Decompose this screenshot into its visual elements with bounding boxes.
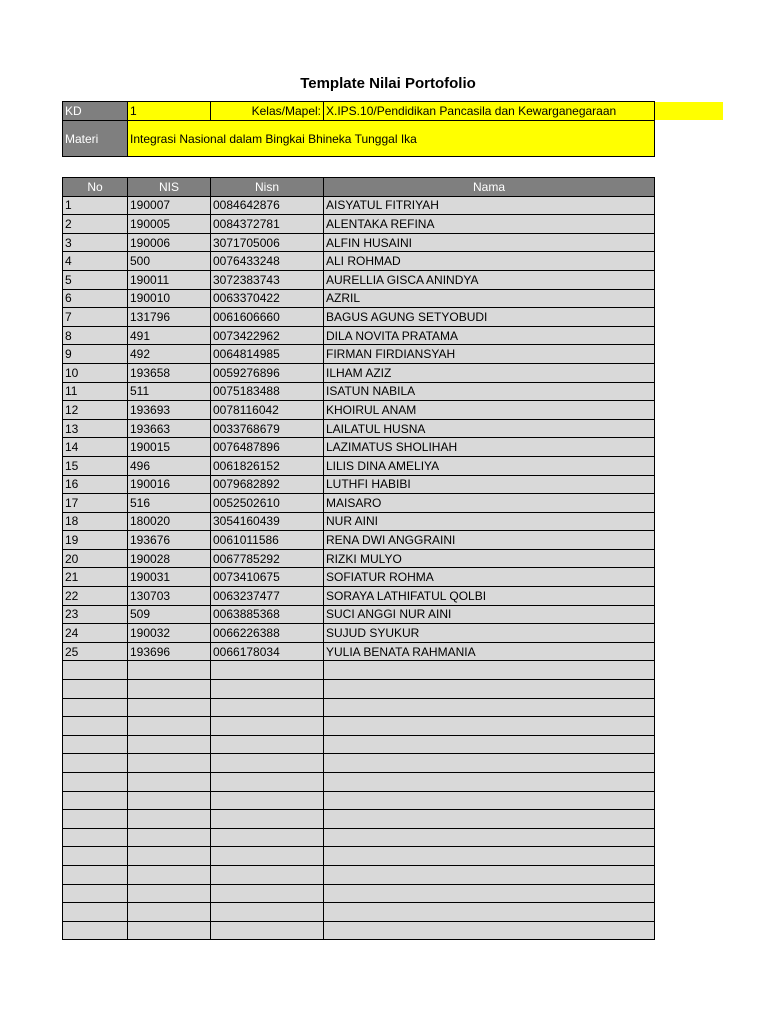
- cell-no[interactable]: [63, 828, 128, 847]
- cell-nis[interactable]: [128, 680, 211, 699]
- cell-nama[interactable]: [324, 903, 655, 922]
- cell-nis[interactable]: [128, 921, 211, 940]
- table-row: [63, 252, 655, 271]
- header-nama: Nama: [324, 178, 655, 197]
- cell-nama[interactable]: [324, 735, 655, 754]
- cell-no[interactable]: 5: [63, 270, 128, 289]
- cell-nama[interactable]: DILA NOVITA PRATAMA: [324, 326, 655, 345]
- cell-no[interactable]: 10: [63, 363, 128, 382]
- table-row: [63, 270, 655, 289]
- cell-nisn[interactable]: [211, 773, 324, 792]
- cell-nisn[interactable]: [211, 865, 324, 884]
- kelas-highlight-extension: [654, 102, 723, 120]
- cell-nisn[interactable]: 0084372781: [211, 215, 324, 234]
- cell-nama[interactable]: MAISARO: [324, 494, 655, 513]
- table-row: [63, 326, 655, 345]
- cell-no[interactable]: [63, 680, 128, 699]
- cell-nis[interactable]: 131796: [128, 308, 211, 327]
- cell-nis[interactable]: 190007: [128, 196, 211, 215]
- cell-no[interactable]: [63, 847, 128, 866]
- cell-no[interactable]: 9: [63, 345, 128, 364]
- cell-nis[interactable]: [128, 810, 211, 829]
- cell-nisn[interactable]: 0059276896: [211, 363, 324, 382]
- cell-nisn[interactable]: 0076487896: [211, 438, 324, 457]
- cell-nisn[interactable]: [211, 661, 324, 680]
- cell-nama[interactable]: [324, 791, 655, 810]
- cell-nis[interactable]: [128, 773, 211, 792]
- table-row: [63, 605, 655, 624]
- table-row: [63, 587, 655, 606]
- student-table: [62, 177, 655, 940]
- header-nis: NIS: [128, 178, 211, 197]
- cell-nama[interactable]: SUJUD SYUKUR: [324, 624, 655, 643]
- cell-nis[interactable]: [128, 698, 211, 717]
- table-row: [63, 456, 655, 475]
- cell-nis[interactable]: 496: [128, 456, 211, 475]
- cell-no[interactable]: [63, 754, 128, 773]
- cell-nisn[interactable]: [211, 698, 324, 717]
- cell-nisn[interactable]: 0063885368: [211, 605, 324, 624]
- table-row: [63, 642, 655, 661]
- table-row: [63, 438, 655, 457]
- page-title: Template Nilai Portofolio: [300, 75, 476, 92]
- cell-no[interactable]: 6: [63, 289, 128, 308]
- cell-no[interactable]: 14: [63, 438, 128, 457]
- table-row: [63, 624, 655, 643]
- cell-nama[interactable]: BAGUS AGUNG SETYOBUDI: [324, 308, 655, 327]
- cell-no[interactable]: 20: [63, 549, 128, 568]
- cell-nama[interactable]: ISATUN NABILA: [324, 382, 655, 401]
- cell-nisn[interactable]: [211, 810, 324, 829]
- cell-no[interactable]: 13: [63, 419, 128, 438]
- cell-no[interactable]: 1: [63, 196, 128, 215]
- cell-nis[interactable]: 190015: [128, 438, 211, 457]
- cell-nisn[interactable]: [211, 735, 324, 754]
- cell-nisn[interactable]: 0066226388: [211, 624, 324, 643]
- table-row: [63, 382, 655, 401]
- cell-nis[interactable]: 193663: [128, 419, 211, 438]
- cell-nisn[interactable]: [211, 680, 324, 699]
- cell-nisn[interactable]: [211, 921, 324, 940]
- cell-nis[interactable]: 190016: [128, 475, 211, 494]
- table-row: [63, 921, 655, 940]
- cell-nisn[interactable]: 0079682892: [211, 475, 324, 494]
- cell-nis[interactable]: [128, 661, 211, 680]
- cell-nama[interactable]: FIRMAN FIRDIANSYAH: [324, 345, 655, 364]
- table-row: [63, 717, 655, 736]
- table-row: [63, 363, 655, 382]
- cell-nis[interactable]: 190011: [128, 270, 211, 289]
- table-row: [63, 419, 655, 438]
- cell-nama[interactable]: AURELLIA GISCA ANINDYA: [324, 270, 655, 289]
- kd-row: [63, 102, 655, 121]
- cell-nis[interactable]: 190028: [128, 549, 211, 568]
- table-row: [63, 865, 655, 884]
- cell-nama[interactable]: LAILATUL HUSNA: [324, 419, 655, 438]
- cell-nis[interactable]: 511: [128, 382, 211, 401]
- cell-nama[interactable]: RENA DWI ANGGRAINI: [324, 531, 655, 550]
- cell-nama[interactable]: [324, 828, 655, 847]
- table-row: [63, 345, 655, 364]
- cell-no[interactable]: [63, 698, 128, 717]
- header-no: No: [63, 178, 128, 197]
- cell-nis[interactable]: [128, 754, 211, 773]
- cell-nisn[interactable]: [211, 754, 324, 773]
- cell-no[interactable]: 25: [63, 642, 128, 661]
- cell-nama[interactable]: [324, 810, 655, 829]
- cell-nama[interactable]: SUCI ANGGI NUR AINI: [324, 605, 655, 624]
- table-row: [63, 903, 655, 922]
- cell-no[interactable]: [63, 791, 128, 810]
- cell-nisn[interactable]: [211, 847, 324, 866]
- cell-nis[interactable]: 193676: [128, 531, 211, 550]
- cell-nama[interactable]: [324, 717, 655, 736]
- table-row: [63, 661, 655, 680]
- table-row: [63, 549, 655, 568]
- cell-nis[interactable]: 491: [128, 326, 211, 345]
- cell-nama[interactable]: SOFIATUR ROHMA: [324, 568, 655, 587]
- cell-nisn[interactable]: 0061826152: [211, 456, 324, 475]
- cell-nama[interactable]: [324, 921, 655, 940]
- cell-nama[interactable]: [324, 865, 655, 884]
- cell-nisn[interactable]: 0063370422: [211, 289, 324, 308]
- cell-nama[interactable]: AZRIL: [324, 289, 655, 308]
- cell-nama[interactable]: ILHAM AZIZ: [324, 363, 655, 382]
- cell-no[interactable]: 16: [63, 475, 128, 494]
- cell-nisn[interactable]: [211, 884, 324, 903]
- cell-no[interactable]: 22: [63, 587, 128, 606]
- table-row: [63, 475, 655, 494]
- cell-no[interactable]: 17: [63, 494, 128, 513]
- table-row: [63, 884, 655, 903]
- cell-no[interactable]: 3: [63, 233, 128, 252]
- cell-nama[interactable]: NUR AINI: [324, 512, 655, 531]
- cell-nama[interactable]: ALFIN HUSAINI: [324, 233, 655, 252]
- cell-nama[interactable]: SORAYA LATHIFATUL QOLBI: [324, 587, 655, 606]
- cell-nama[interactable]: [324, 884, 655, 903]
- cell-nis[interactable]: 500: [128, 252, 211, 271]
- materi-label: Materi: [63, 121, 128, 157]
- cell-nisn[interactable]: 0075183488: [211, 382, 324, 401]
- table-row: [63, 773, 655, 792]
- materi-value[interactable]: Integrasi Nasional dalam Bingkai Bhineka Tunggal Ika: [128, 121, 655, 157]
- table-row: [63, 494, 655, 513]
- cell-no[interactable]: 8: [63, 326, 128, 345]
- table-row: [63, 791, 655, 810]
- cell-nisn[interactable]: [211, 717, 324, 736]
- cell-nama[interactable]: [324, 754, 655, 773]
- table-row: [63, 847, 655, 866]
- cell-nis[interactable]: [128, 735, 211, 754]
- table-row: [63, 196, 655, 215]
- cell-nama[interactable]: YULIA BENATA RAHMANIA: [324, 642, 655, 661]
- cell-nis[interactable]: 180020: [128, 512, 211, 531]
- cell-nama[interactable]: RIZKI MULYO: [324, 549, 655, 568]
- cell-nama[interactable]: LUTHFI HABIBI: [324, 475, 655, 494]
- table-row: [63, 828, 655, 847]
- cell-no[interactable]: [63, 735, 128, 754]
- kd-label: KD: [63, 102, 128, 121]
- cell-nisn[interactable]: 0076433248: [211, 252, 324, 271]
- table-row: [63, 401, 655, 420]
- cell-nama[interactable]: KHOIRUL ANAM: [324, 401, 655, 420]
- cell-no[interactable]: 4: [63, 252, 128, 271]
- cell-no[interactable]: [63, 717, 128, 736]
- cell-nama[interactable]: ALENTAKA REFINA: [324, 215, 655, 234]
- cell-no[interactable]: [63, 921, 128, 940]
- cell-nis[interactable]: 190032: [128, 624, 211, 643]
- table-body: [63, 196, 655, 940]
- table-row: [63, 289, 655, 308]
- table-row: [63, 735, 655, 754]
- cell-nisn[interactable]: 0061011586: [211, 531, 324, 550]
- cell-no[interactable]: 21: [63, 568, 128, 587]
- cell-nama[interactable]: LAZIMATUS SHOLIHAH: [324, 438, 655, 457]
- table-row: [63, 810, 655, 829]
- table-row: [63, 568, 655, 587]
- cell-nisn[interactable]: [211, 791, 324, 810]
- cell-nama[interactable]: LILIS DINA AMELIYA: [324, 456, 655, 475]
- cell-nama[interactable]: ALI ROHMAD: [324, 252, 655, 271]
- cell-nama[interactable]: [324, 661, 655, 680]
- table-row: [63, 698, 655, 717]
- cell-nisn[interactable]: 0067785292: [211, 549, 324, 568]
- cell-nis[interactable]: 190006: [128, 233, 211, 252]
- table-row: [63, 754, 655, 773]
- cell-no[interactable]: 11: [63, 382, 128, 401]
- cell-nisn[interactable]: 3071705006: [211, 233, 324, 252]
- cell-nama[interactable]: [324, 680, 655, 699]
- cell-nis[interactable]: [128, 828, 211, 847]
- cell-no[interactable]: [63, 773, 128, 792]
- cell-nama[interactable]: [324, 773, 655, 792]
- cell-nama[interactable]: [324, 698, 655, 717]
- table-row: [63, 308, 655, 327]
- cell-nis[interactable]: [128, 791, 211, 810]
- cell-nisn[interactable]: 0078116042: [211, 401, 324, 420]
- kelas-label: Kelas/Mapel:: [211, 102, 324, 121]
- header-nisn: Nisn: [211, 178, 324, 197]
- cell-no[interactable]: 24: [63, 624, 128, 643]
- cell-nisn[interactable]: 0061606660: [211, 308, 324, 327]
- cell-nisn[interactable]: 0063237477: [211, 587, 324, 606]
- cell-no[interactable]: 2: [63, 215, 128, 234]
- table-row: [63, 233, 655, 252]
- table-row: [63, 680, 655, 699]
- info-table: [62, 101, 655, 157]
- cell-nis[interactable]: [128, 884, 211, 903]
- table-row: [63, 531, 655, 550]
- cell-nis[interactable]: [128, 717, 211, 736]
- cell-nis[interactable]: 509: [128, 605, 211, 624]
- cell-nis[interactable]: 190010: [128, 289, 211, 308]
- cell-no[interactable]: [63, 810, 128, 829]
- cell-nisn[interactable]: 3072383743: [211, 270, 324, 289]
- cell-no[interactable]: [63, 884, 128, 903]
- cell-nis[interactable]: [128, 903, 211, 922]
- cell-nis[interactable]: [128, 847, 211, 866]
- materi-row: [63, 121, 655, 157]
- table-header-row: [63, 178, 655, 197]
- cell-nisn[interactable]: 0064814985: [211, 345, 324, 364]
- cell-nis[interactable]: 190005: [128, 215, 211, 234]
- cell-no[interactable]: 23: [63, 605, 128, 624]
- cell-no[interactable]: 18: [63, 512, 128, 531]
- cell-nisn[interactable]: 0033768679: [211, 419, 324, 438]
- cell-no[interactable]: 15: [63, 456, 128, 475]
- cell-nisn[interactable]: [211, 903, 324, 922]
- cell-nama[interactable]: AISYATUL FITRIYAH: [324, 196, 655, 215]
- cell-nisn[interactable]: [211, 828, 324, 847]
- cell-no[interactable]: 7: [63, 308, 128, 327]
- cell-nis[interactable]: 516: [128, 494, 211, 513]
- cell-nisn[interactable]: 0073422962: [211, 326, 324, 345]
- cell-nis[interactable]: [128, 865, 211, 884]
- cell-nis[interactable]: 190031: [128, 568, 211, 587]
- cell-nis[interactable]: 130703: [128, 587, 211, 606]
- cell-nis[interactable]: 193658: [128, 363, 211, 382]
- cell-no[interactable]: [63, 661, 128, 680]
- cell-no[interactable]: [63, 865, 128, 884]
- cell-no[interactable]: 19: [63, 531, 128, 550]
- cell-nisn[interactable]: 3054160439: [211, 512, 324, 531]
- cell-nisn[interactable]: 0052502610: [211, 494, 324, 513]
- cell-nama[interactable]: [324, 847, 655, 866]
- cell-nis[interactable]: 193696: [128, 642, 211, 661]
- cell-no[interactable]: 12: [63, 401, 128, 420]
- cell-nisn[interactable]: 0084642876: [211, 196, 324, 215]
- table-row: [63, 512, 655, 531]
- cell-no[interactable]: [63, 903, 128, 922]
- cell-nisn[interactable]: 0073410675: [211, 568, 324, 587]
- cell-nis[interactable]: 492: [128, 345, 211, 364]
- cell-nisn[interactable]: 0066178034: [211, 642, 324, 661]
- kd-value[interactable]: 1: [128, 102, 211, 121]
- kelas-value[interactable]: X.IPS.10/Pendidikan Pancasila dan Kewarganegaraan: [324, 102, 655, 121]
- table-row: [63, 215, 655, 234]
- cell-nis[interactable]: 193693: [128, 401, 211, 420]
